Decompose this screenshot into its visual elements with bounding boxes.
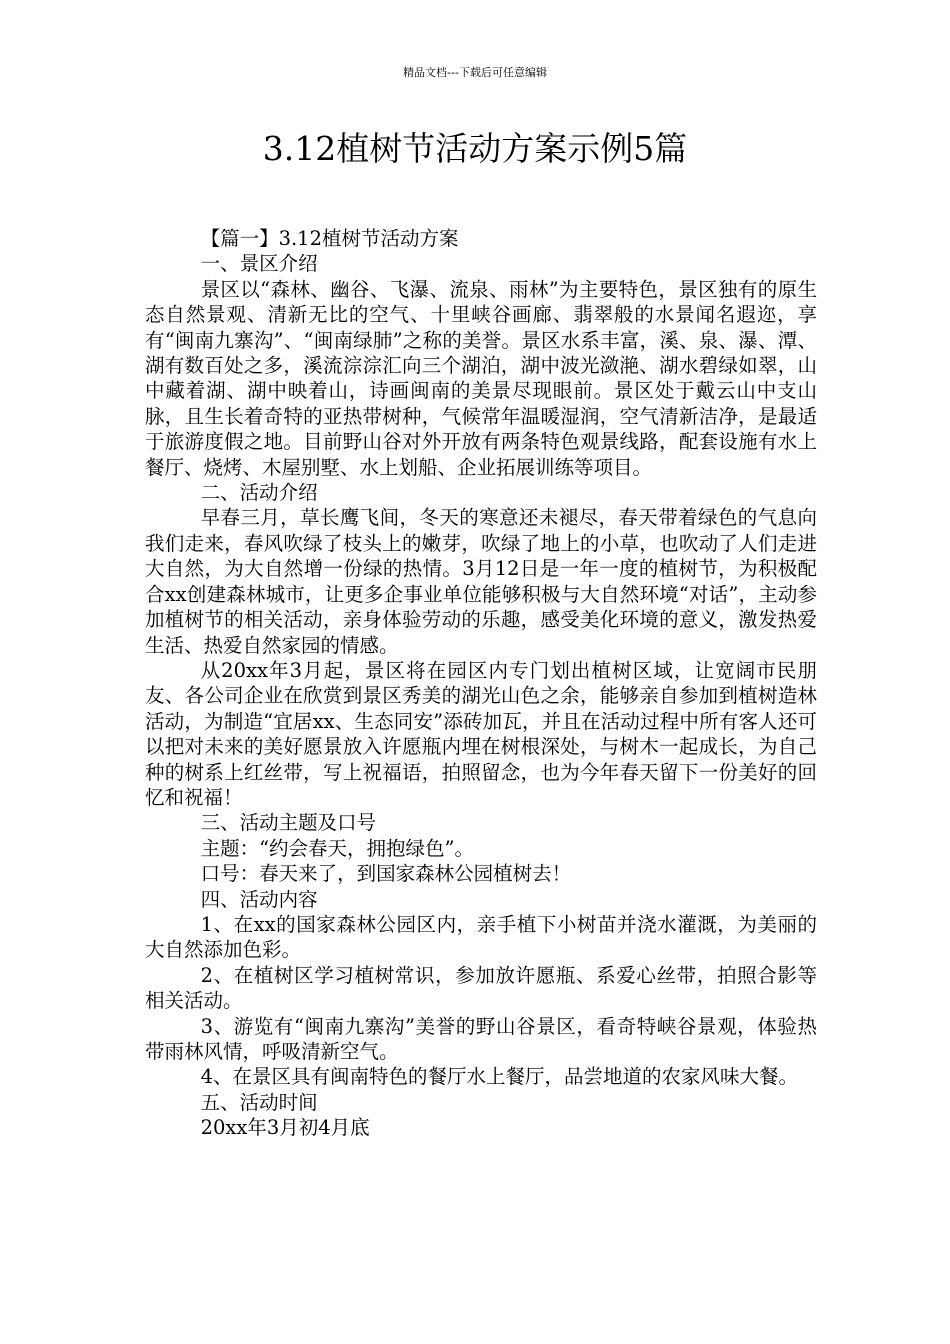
section-heading-activity-intro: 二、活动介绍 — [200, 481, 318, 505]
paragraph-scenic-intro: 景区以“森林、幽谷、飞瀑、流泉、雨林”为主要特色，景区独有的原生态自然景观、清新无比的空气、十里峡谷画廊、翡翠般的水景闻名遐迩，享有“闽南九寨沟”、“闽南绿肺”之称的美誉。景区水系丰富，溪、泉、瀑、潭、湖有数百处之多，溪流淙淙汇向三个湖泊，湖中波光潋滟、湖水碧绿如翠，山中藏着湖、湖中映着山，诗画闽南的美景尽现眼前。景区处于戴云山中支山脉，且生长着奇特的亚热带树种，气候常年温暖湿润，空气清新洁净，是最适于旅游度假之地。目前野山谷对外开放有两条特色观景线路，配套设施有水上餐厅、烧烤、木屋别墅、水上划船、企业拓展训练等项目。 — [145, 277, 817, 479]
document-title: 3.12植树节活动方案示例5篇 — [262, 129, 688, 168]
section-heading-part-one: 【篇一】3.12植树节活动方案 — [200, 227, 459, 250]
document-body — [145, 226, 817, 1141]
paragraph-activity-intro: 早春三月，草长鹰飞间，冬天的寒意还未褪尽，春天带着绿色的气息向我们走来，春风吹绿了枝头上的嫩芽，吹绿了地上的小草，也吹动了人们走进大自然，为大自然增一份绿的热情。3月12日是一年一度的植树节，为积极配合xx创建森林城市，让更多企事业单位能够积极与大自然环境“对话”，主动参加植树节的相关活动，亲身体验劳动的乐趣，感受美化环境的意义，激发热爱生活、热爱自然家园的情感。 — [145, 506, 817, 657]
paragraph-activity-time: 20xx年3月初4月底 — [200, 1116, 370, 1140]
list-item-content-2: 2、在植树区学习植树常识，参加放许愿瓶、系爱心丝带，拍照合影等相关活动。 — [145, 963, 817, 1013]
list-item-content-4: 4、在景区具有闽南特色的餐厅水上餐厅，品尝地道的农家风味大餐。 — [200, 1065, 798, 1089]
list-item-content-1: 1、在xx的国家森林公园区内，亲手植下小树苗并浇水灌溉，为美丽的大自然添加色彩。 — [145, 912, 817, 962]
section-heading-scenic-intro: 一、景区介绍 — [200, 252, 318, 276]
page-header-note: 精品文档---下载后可任意编辑 — [403, 66, 547, 79]
paragraph-planting-area: 从20xx年3月起，景区将在园区内专门划出植树区域，让宽阔市民朋友、各公司企业在欣赏到景区秀美的湖光山色之余，能够亲自参加到植树造林活动，为制造“宜居xx、生态同安”添砖加瓦，并且在活动过程中所有客人还可以把对未来的美好愿景放入许愿瓶内埋在树根深处，与树木一起成长，为自己种的树系上红丝带，写上祝福语，拍照留念，也为今年春天留下一份美好的回忆和祝福！ — [145, 658, 817, 809]
section-heading-activity-time: 五、活动时间 — [200, 1090, 318, 1114]
list-item-content-3: 3、游览有“闽南九寨沟”美誉的野山谷景区，看奇特峡谷景观，体验热带雨林风情，呼吸清新空气。 — [145, 1014, 817, 1063]
paragraph-theme: 主题：“约会春天，拥抱绿色”。 — [200, 836, 475, 860]
paragraph-slogan: 口号：春天来了，到国家森林公园植树去！ — [200, 862, 572, 886]
section-heading-activity-content: 四、活动内容 — [200, 887, 318, 911]
section-heading-theme-slogan: 三、活动主题及口号 — [200, 811, 377, 835]
